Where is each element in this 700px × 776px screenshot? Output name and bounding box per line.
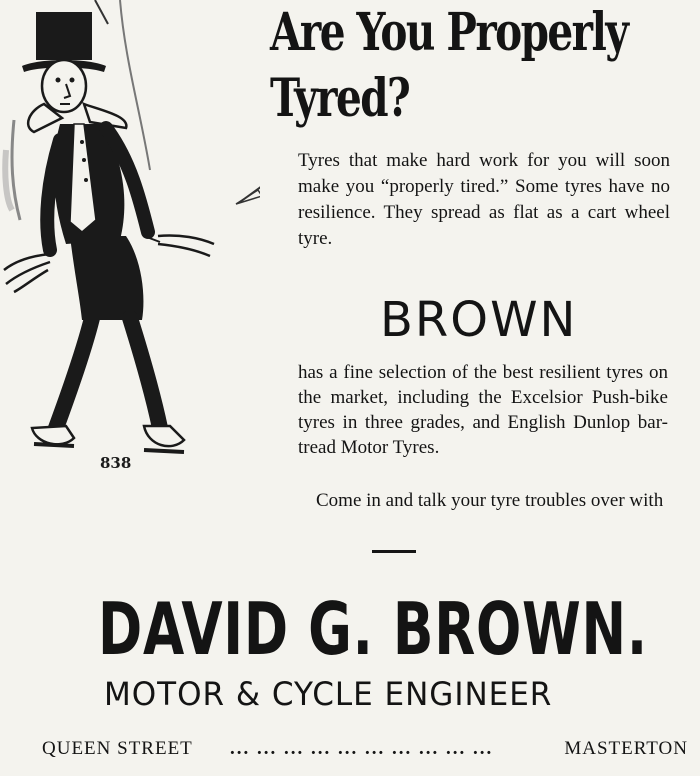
brand-word: BROWN xyxy=(380,292,578,348)
divider-rule xyxy=(372,550,416,553)
merchant-trade: MOTOR & CYCLE ENGINEER xyxy=(104,675,553,713)
headline-line-2: Tyred? xyxy=(270,68,410,129)
address-town: MASTERTON xyxy=(564,738,688,759)
headline-line-1: Are You Properly xyxy=(270,2,628,63)
cartoon-man-illustration xyxy=(0,0,260,480)
selection-paragraph: has a fine selection of the best resilient tyres on the market, including the Excelsior Push-bike tyres in three grades, and English Dunlop bar-tread Motor Tyres. xyxy=(298,362,668,458)
illustration-caption: 838 xyxy=(100,454,132,472)
address-line xyxy=(42,734,692,764)
headline xyxy=(270,0,628,132)
invite-paragraph: Come in and talk your tyre troubles over with xyxy=(316,490,664,511)
address-leader-dots: ... ... ... ... ... ... ... ... ... ... xyxy=(230,738,494,759)
merchant-name: DAVID G. BROWN. xyxy=(98,587,648,671)
intro-paragraph: Tyres that make hard work for you will soon make you “properly tired.” Some tyres have no resilience. They spread as flat as a cart wheel tyre. xyxy=(298,150,670,249)
address-street: QUEEN STREET xyxy=(42,738,193,759)
